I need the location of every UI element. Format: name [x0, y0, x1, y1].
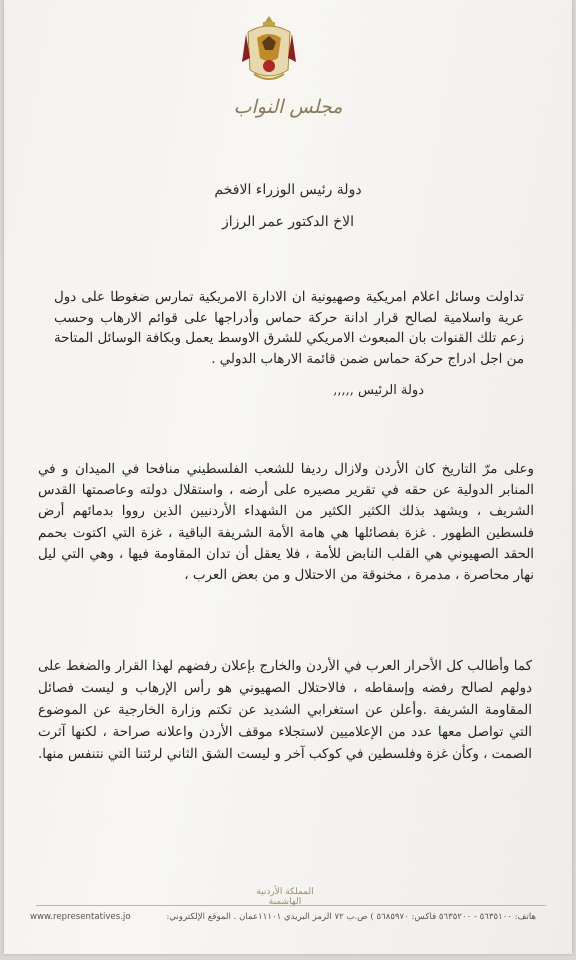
footer-contact: هاتف: ٥٦٣٥١٠٠ - ٥٦٣٥٢٠٠ فاكس: ٥٦٨٥٩٧٠ ) ص.ب ٧٢ الرمز البريدي ١١١٠١عمان . الموقع الإلكتروني: [166, 912, 536, 922]
council-name: مجلس النواب [233, 96, 343, 118]
paragraph-2: وعلى مرّ التاريخ كان الأردن ولازال رديفا للشعب الفلسطيني منافحا في الميدان و في المنابر الدولية عن حقه في تقرير مصيره على أرضه ، واستقلال دولته وعاصمتها القدس الشريف ، ويشهد بذلك الكثير الكثير من الشهداء الأردنيين الذين رووا بدمائهم أرض فلسطين الطهور . غزة بفصائلها هي هامة الأمة الشريفة الباقية ، غزة التي اكتوت بحمم الحقد الصهيوني هي القلب النابض للأمة ، فلا يعقل أن تدان المقاومة فيها ، وهي التي ليل نهار محاصرة ، مدمرة ، مخنوقة من الاحتلال و من بعض العرب ، [38, 462, 534, 584]
footer-website-link[interactable]: www.representatives.jo [30, 912, 131, 922]
salutation: دولة الرئيس ,,,,, [333, 383, 424, 398]
paragraph-1: تداولت وسائل اعلام امريكية وصهيونية ان الادارة الامريكية تمارس ضغوطا على دول عرية واسلامية لصالح قرار ادانة حركة حماس وأدراجها على قوائم الارهاب وحسب زعم تلك القنوات بان المبعوث الامريكي للشرق الاوسط يعمل وبكافة الوسائل المتاحة من اجل ادراج حركة حماس ضمن قائمة الارهاب الدولي . [54, 290, 524, 367]
footer-logo: المملكة الأردنية الهاشمية [256, 887, 314, 907]
jordan-coat-of-arms-icon [240, 14, 298, 86]
addressee-name: الاخ الدكتور عمر الرزاز [221, 214, 355, 230]
addressee-title: دولة رئيس الوزراء الافخم [214, 182, 362, 198]
footer-divider [36, 905, 546, 906]
paragraph-3: كما وأطالب كل الأحرار العرب في الأردن والخارج بإعلان رفضهم لهذا القرار والضغط على دولهم لصالح رفضه وإسقاطه ، فالاحتلال الصهيوني هو رأس الإرهاب و ليست فصائل المقاومة الشريفة .وأعلن عن استغرابي الشديد عن تكتم وزارة الخارجية عن الموضوع التي تواصل معها عدد من الإعلاميين لاستجلاء موقف الأردن واعلانه صراحة ، لكنها آثرت الصمت ، وكأن غزة وفلسطين في كوكب آخر و ليست الشق الثاني لرئتنا التي نتنفس منها. [37, 659, 532, 762]
